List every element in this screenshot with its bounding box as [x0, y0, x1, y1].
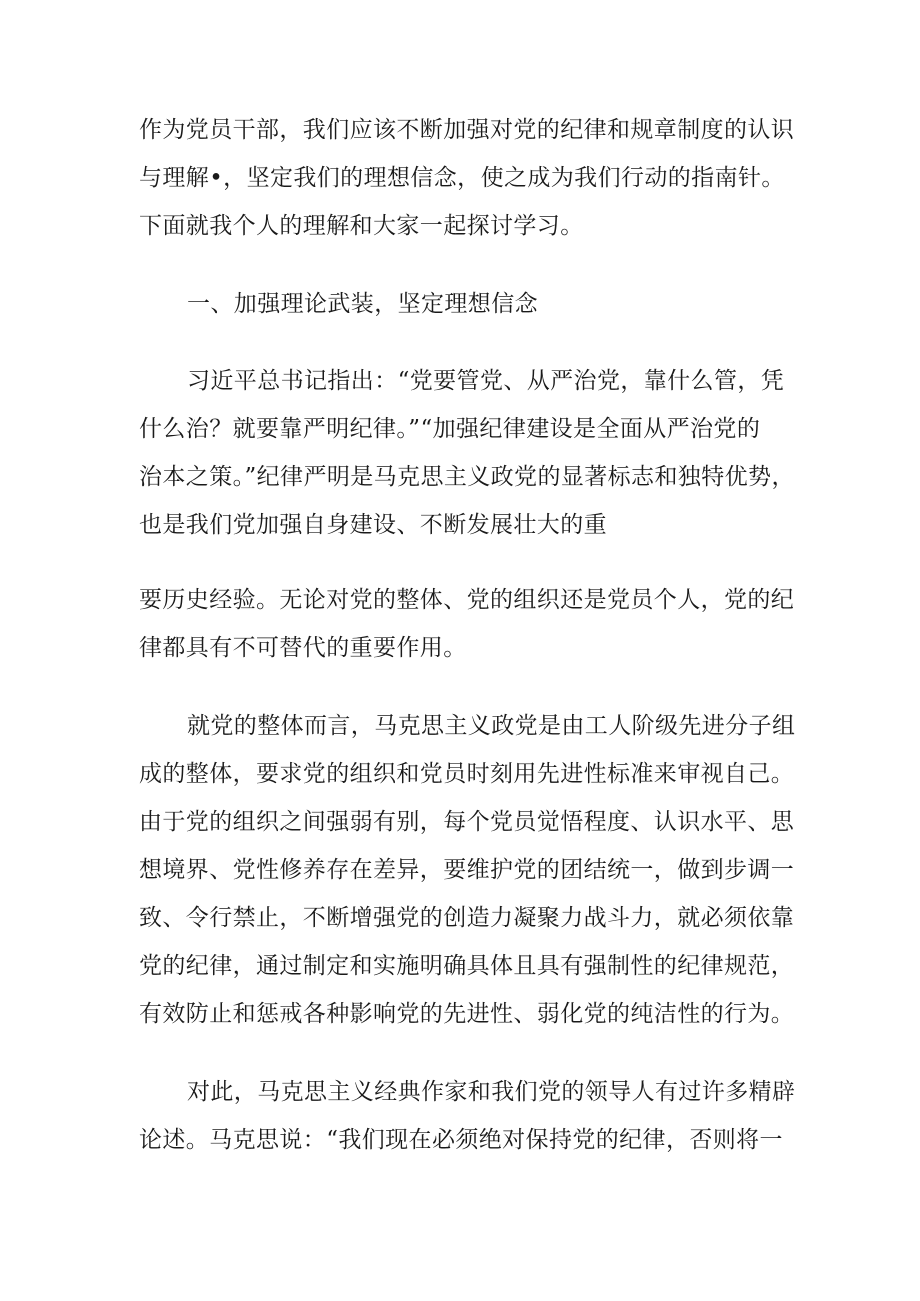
text-line: 成的整体，要求党的组织和党员时刻用先进性标准来审视自己。: [139, 761, 795, 787]
text-line: 下面就我个人的理解和大家一起探讨学习。: [139, 213, 584, 239]
text-line: 论述。马克思说：“我们现在必须绝对保持党的纪律，否则将一: [139, 1127, 783, 1153]
text-line: 党的纪律，通过制定和实施明确具体且具有强制性的纪律规范，: [139, 953, 795, 979]
section-heading: 一、加强理论武装，坚定理想信念: [187, 291, 538, 317]
text-line: 习近平总书记指出：“党要管党、从严治党，靠什么管，凭: [187, 368, 785, 394]
text-line: 想境界、党性修养存在差异，要维护党的团结统一，做到步调一: [139, 857, 795, 883]
text-line: 与理解•，坚定我们的理想信念，使之成为我们行动的指南针。: [139, 165, 785, 191]
text-line: 也是我们党加强自身建设、不断发展壮大的重: [139, 512, 607, 538]
text-line: 作为党员干部，我们应该不断加强对党的纪律和规章制度的认识: [139, 117, 795, 143]
text-line: 治本之策。”纪律严明是马克思主义政党的显著标志和独特优势，: [139, 464, 795, 490]
text-line: 致、令行禁止，不断增强党的创造力凝聚力战斗力，就必须依靠: [139, 905, 795, 931]
text-line: 什么治？就要靠严明纪律。”“加强纪律建设是全面从严治党的: [139, 416, 761, 442]
text-line: 有效防止和惩戒各种影响党的先进性、弱化党的纯洁性的行为。: [139, 1001, 795, 1027]
text-line: 由于党的组织之间强弱有别，每个党员觉悟程度、认识水平、思: [139, 809, 795, 835]
text-line: 对此，马克思主义经典作家和我们党的领导人有过许多精辟: [187, 1079, 796, 1105]
text-line: 律都具有不可替代的重要作用。: [139, 635, 467, 661]
text-line: 要历史经验。无论对党的整体、党的组织还是党员个人，党的纪: [139, 587, 795, 613]
text-line: 就党的整体而言，马克思主义政党是由工人阶级先进分子组: [187, 713, 796, 739]
